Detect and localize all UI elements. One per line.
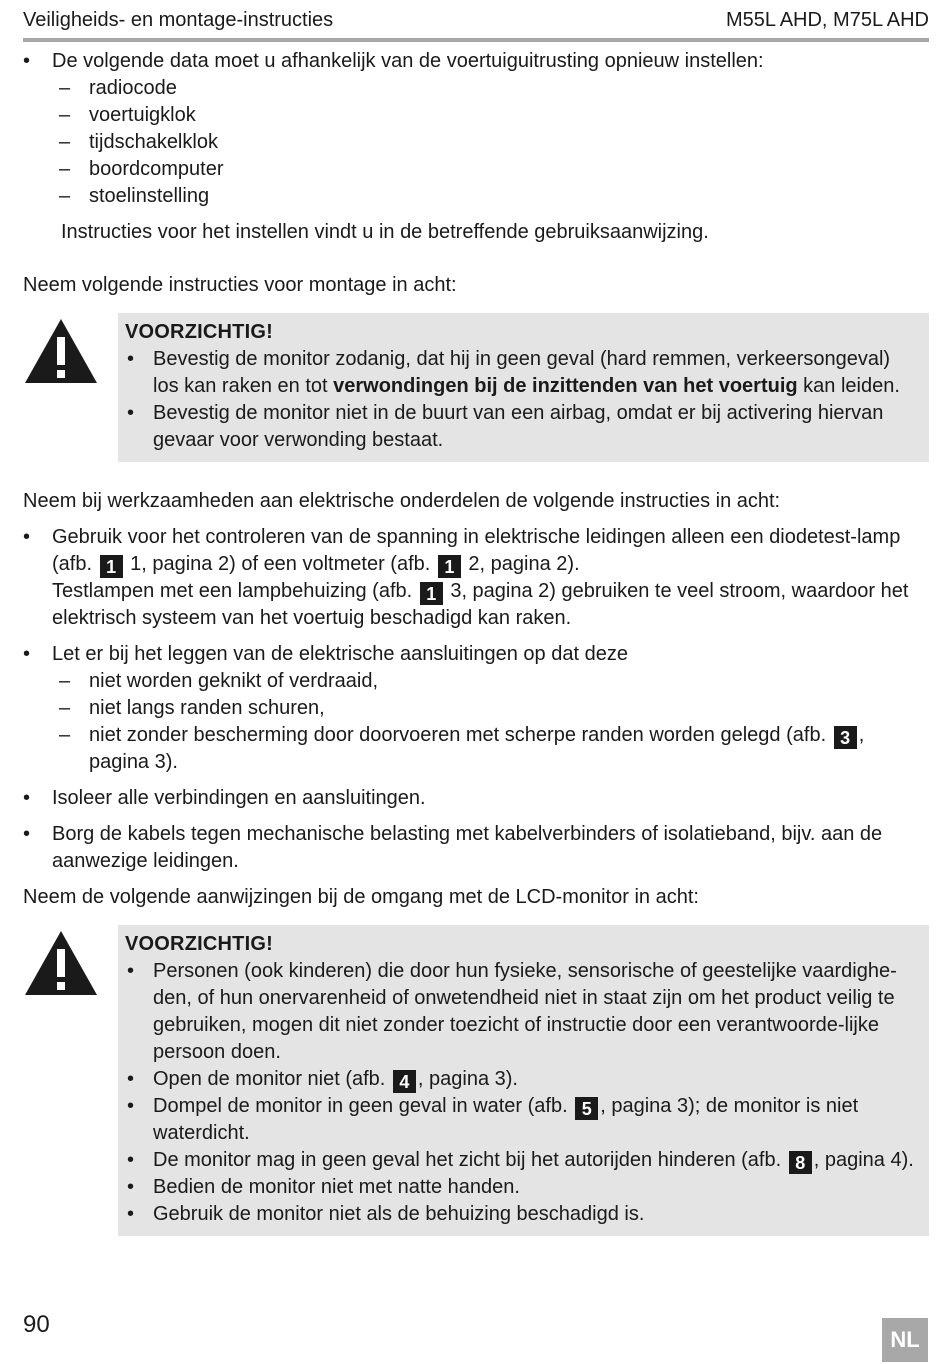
list-item: • De volgende data moet u afhankelijk van de voertuiguitrusting opnieuw instellen:	[23, 48, 929, 75]
warning-item: • Dompel de monitor in geen geval in water (afb. 5 , pagina 3); de monitor is niet waterdicht.	[127, 1095, 859, 1144]
list-item: • Isoleer alle verbindingen en aansluitingen.	[23, 787, 426, 809]
page-header	[23, 6, 929, 42]
list-item-voertuigklok: – voertuigklok	[59, 104, 196, 126]
figure-ref-badge: 1	[438, 555, 461, 578]
warning-box-mounting	[23, 313, 929, 462]
mounting-intro: Neem volgende instructies voor montage in acht:	[23, 274, 457, 296]
figure-ref-badge: 1	[100, 555, 123, 578]
cable-list	[23, 641, 929, 776]
warning-item: • Gebruik de monitor niet als de behuizing beschadigd is.	[127, 1203, 645, 1225]
warning-title: VOORZICHTIG!	[125, 933, 273, 955]
list-item: • Borg de kabels tegen mechanische belasting met kabelverbinders of isolatieband, bijv. aan de aanwezige leidingen.	[23, 823, 883, 872]
warning-item: • De monitor mag in geen geval het zicht bij het autorijden hinderen (afb. 8 , pagina 4).	[127, 1149, 914, 1173]
list-item: – niet zonder bescherming door doorvoeren met scherpe randen worden gelegd (afb. 3 , pagina 3).	[59, 724, 865, 773]
header-title: Veiligheids- en montage-instructies	[23, 9, 334, 31]
warning-content	[118, 925, 929, 1236]
list-item-boordcomputer: – boordcomputer	[59, 158, 224, 180]
list-item: • Let er bij het leggen van de elektrische aansluitingen op dat deze	[23, 643, 628, 665]
figure-ref-badge: 1	[420, 582, 443, 605]
warning-item: • Personen (ook kinderen) die door hun fysieke, sensorische of geestelijke vaardighe-den, of hun onervarenheid of onwetendheid niet in staat zijn om het product veilig te gebruiken, mogen dit niet zonder toezicht of instructie door een verantwoorde-lijke persoon doen.	[127, 960, 897, 1063]
warning-item: • Bevestig de monitor zodanig, dat hij in geen geval (hard remmen, verkeersongeval) los kan raken en tot verwondingen bij de inzittenden van het voertuig kan leiden.	[127, 348, 900, 397]
bullet-icon: •	[23, 50, 31, 72]
list-item-radiocode: – radiocode	[59, 77, 177, 99]
electrical-intro: Neem bij werkzaamheden aan elektrische onderdelen de volgende instructies in acht:	[23, 490, 781, 512]
list-item-tijdschakelklok: – tijdschakelklok	[59, 131, 218, 153]
reset-section	[23, 48, 929, 246]
list-item: – niet langs randen schuren,	[59, 697, 325, 719]
figure-ref-badge: 3	[834, 726, 857, 749]
warning-content	[118, 313, 929, 462]
warning-triangle-icon	[23, 925, 118, 1236]
warning-item: • Bedien de monitor niet met natte handen.	[127, 1176, 520, 1198]
page-number: 90	[23, 1311, 50, 1338]
warning-box-lcd	[23, 925, 929, 1236]
figure-ref-badge: 4	[393, 1070, 416, 1093]
reset-note: Instructies voor het instellen vindt u in de betreffende gebruiksaanwijzing.	[61, 221, 709, 243]
language-badge: NL	[882, 1318, 928, 1362]
list-item: – niet worden geknikt of verdraaid,	[59, 670, 379, 692]
figure-ref-badge: 8	[789, 1151, 812, 1174]
list-item-stoelinstelling: – stoelinstelling	[59, 185, 210, 207]
list-item: • Gebruik voor het controleren van de spanning in elektrische leidingen alleen een diodetest-lamp (afb. 1 1, pagina 2) of een voltmeter (afb. 1 2, pagina 2). Testlampen met een lampbehuizing (afb. 1 3, pagina 2) gebruiken te veel stroom, waardoor het elektrisch systeem van het voertuig beschadigd kan raken.	[23, 526, 909, 629]
figure-ref-badge: 5	[575, 1097, 598, 1120]
lcd-intro: Neem de volgende aanwijzingen bij de omgang met de LCD-monitor in acht:	[23, 886, 699, 908]
page	[23, 6, 929, 1236]
warning-item: • Open de monitor niet (afb. 4 , pagina 3).	[127, 1068, 518, 1092]
header-model: M55L AHD, M75L AHD	[725, 9, 929, 31]
warning-item: • Bevestig de monitor niet in de buurt van een airbag, omdat er bij activering hiervan gevaar voor verwonding bestaat.	[127, 402, 884, 451]
warning-title: VOORZICHTIG!	[125, 321, 273, 343]
warning-triangle-icon	[23, 313, 118, 462]
